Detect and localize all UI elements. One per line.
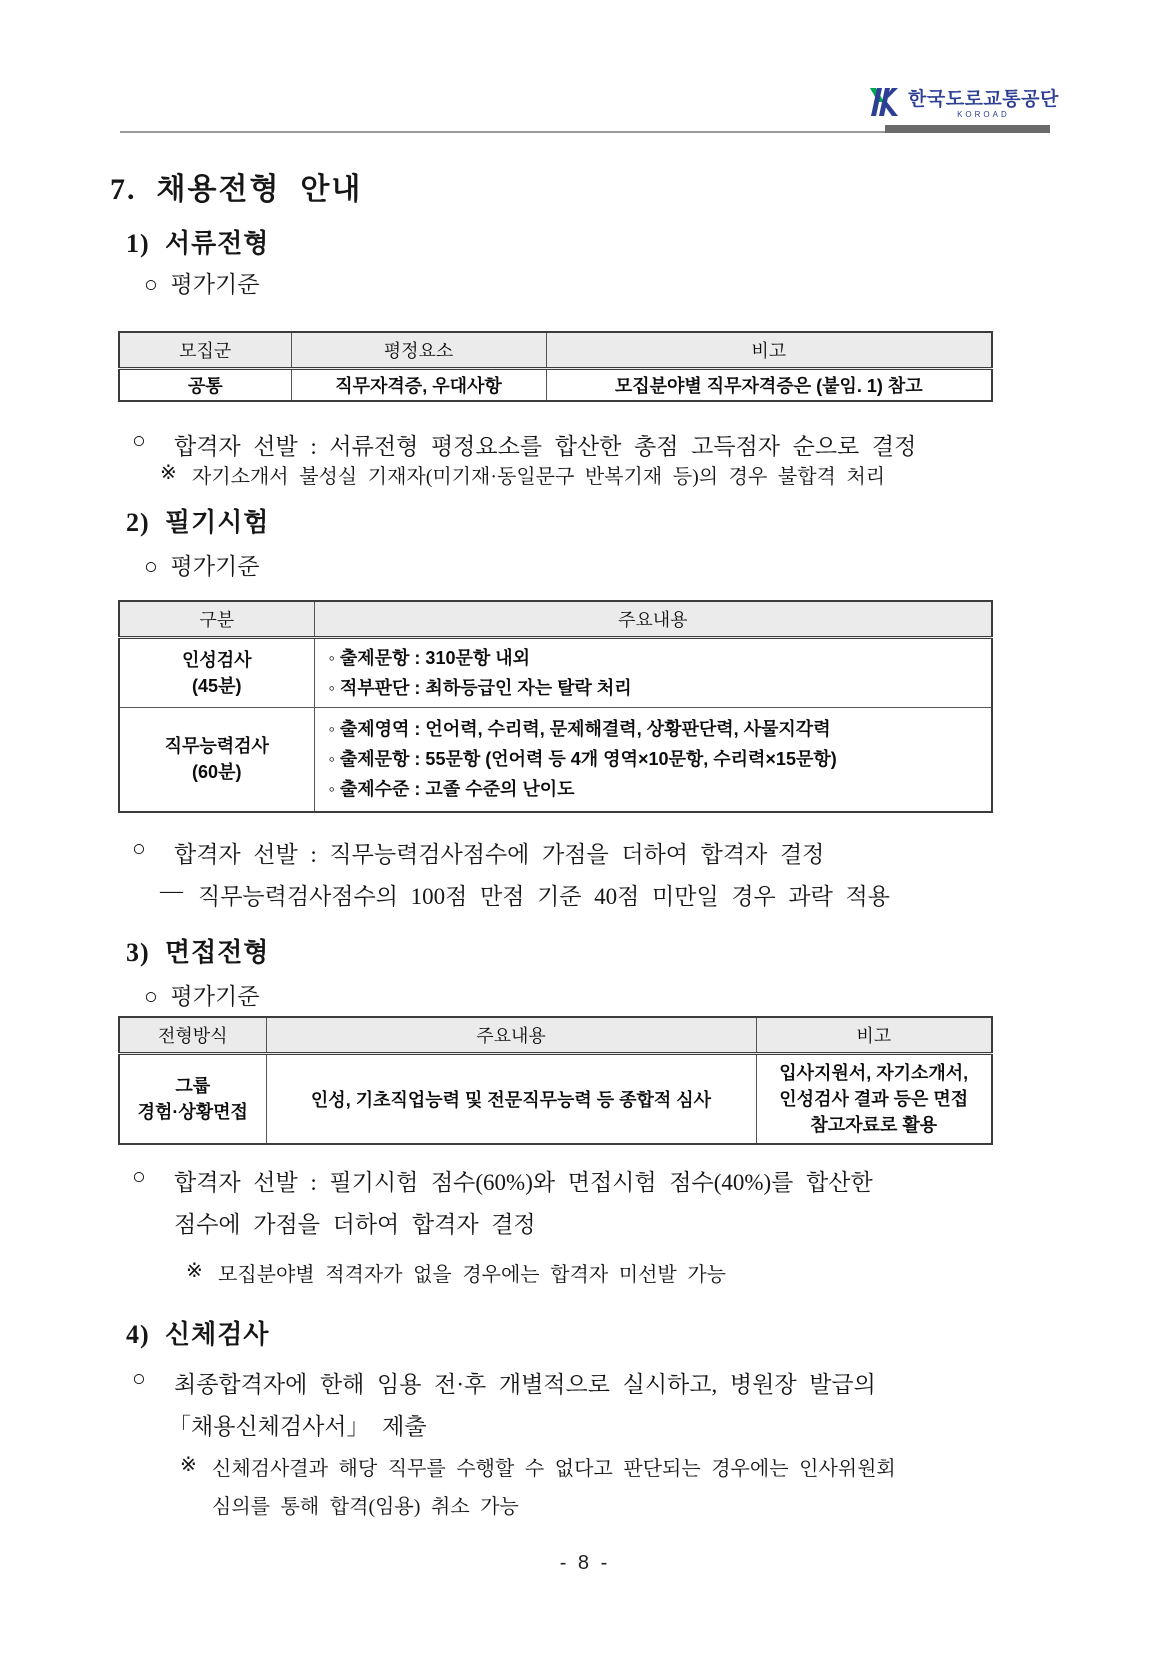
interview-method-line: 그룹 xyxy=(175,1075,211,1096)
column-header: 전형방식 xyxy=(119,1017,266,1054)
table-row xyxy=(119,638,992,708)
page-title: 7. 채용전형 안내 xyxy=(110,173,363,206)
section-2-bullet xyxy=(132,836,824,869)
section-2-sub-bullet xyxy=(160,878,890,911)
document-screening-table xyxy=(118,331,993,402)
exam-duration: (45분) xyxy=(192,676,242,696)
section-3-bullet-text-line2: 점수에 가점을 더하여 합격자 결정 xyxy=(174,1212,536,1237)
section-4-bullet-text-line1: 최종합격자에 한해 임용 전·후 개별적으로 실시하고, 병원장 발급의 xyxy=(174,1372,876,1397)
exam-type: 직무능력검사 xyxy=(164,736,269,757)
section-1-criteria-label: ○ 평가기준 xyxy=(144,272,260,297)
interview-remark-line: 인성검사 결과 등은 면접 xyxy=(779,1088,969,1109)
table-row xyxy=(119,708,992,812)
section-4-heading: 4) 신체검사 xyxy=(126,1320,270,1349)
section-3-criteria-label: ○ 평가기준 xyxy=(144,984,260,1009)
logo-sub-label: KOROAD xyxy=(957,110,1010,119)
section-2-heading: 2) 필기시험 xyxy=(126,508,270,537)
exam-detail-line: ◦ 출제문항 : 55문항 (언어력 등 4개 영역×10문항, 수리력×15문항) xyxy=(328,749,837,770)
interview-table xyxy=(118,1016,993,1145)
exam-duration: (60분) xyxy=(192,762,242,783)
section-3-heading: 3) 면접전형 xyxy=(126,938,270,967)
logo-organization-name: 한국도로교통공단 xyxy=(908,89,1059,110)
page-number: - 8 - xyxy=(559,1552,611,1574)
section-3-bullet-line2 xyxy=(174,1206,536,1239)
section-4-bullet-line2 xyxy=(168,1408,427,1441)
table-cell-group: 공통 xyxy=(119,369,291,402)
section-4-note-line2 xyxy=(212,1490,519,1519)
section-3-bullet-line1 xyxy=(132,1164,873,1197)
section-2-bullet-text: 합격자 선발 : 직무능력검사점수에 가점을 더하여 합격자 결정 xyxy=(174,842,825,867)
koroad-logo xyxy=(868,86,1059,123)
exam-type: 인성검사 xyxy=(181,650,252,670)
circle-bullet-marker: ○ xyxy=(132,1164,146,1189)
section-1-bullet xyxy=(132,428,916,461)
section-3-note-text: 모집분야별 적격자가 없을 경우에는 합격자 미선발 가능 xyxy=(218,1264,726,1286)
column-header: 주요내용 xyxy=(266,1017,756,1054)
table-cell-remark: 모집분야별 직무자격증은 (붙임. 1) 참고 xyxy=(546,369,992,402)
koroad-k-icon xyxy=(868,86,902,123)
exam-detail-line: ◦ 출제영역 : 언어력, 수리력, 문제해결력, 상황판단력, 사물지각력 xyxy=(328,719,831,740)
section-4-note-text-line1: 신체검사결과 해당 직무를 수행할 수 없다고 판단되는 경우에는 인사위원회 xyxy=(212,1458,896,1480)
circle-bullet-marker: ○ xyxy=(132,1366,146,1391)
section-1-note xyxy=(160,460,885,489)
column-header: 주요내용 xyxy=(314,601,992,638)
section-4-note-line1 xyxy=(180,1452,896,1481)
column-header: 비고 xyxy=(756,1017,992,1054)
interview-remark-line: 참고자료로 활용 xyxy=(810,1114,938,1135)
header-divider-accent-bar xyxy=(885,125,1050,133)
exam-detail-line: ◦ 출제문항 : 310문항 내외 xyxy=(328,648,531,668)
reference-mark: ※ xyxy=(186,1260,203,1282)
section-1-bullet-text: 합격자 선발 : 서류전형 평정요소를 합산한 총점 고득점자 순으로 결정 xyxy=(174,434,917,459)
table-row xyxy=(119,369,992,402)
interview-content: 인성, 기초직업능력 및 전문직무능력 등 종합적 심사 xyxy=(266,1054,756,1144)
section-4-bullet-text-line2: 「채용신체검사서」 제출 xyxy=(168,1414,427,1439)
section-4-bullet-line1 xyxy=(132,1366,876,1399)
table-cell-factors: 직무자격증, 우대사항 xyxy=(291,369,546,402)
section-2-sub-bullet-text: 직무능력검사점수의 100점 만점 기준 40점 미만일 경우 과락 적용 xyxy=(198,884,890,909)
column-header: 비고 xyxy=(546,332,992,369)
section-4-note-text-line2: 심의를 통해 합격(임용) 취소 가능 xyxy=(212,1496,519,1518)
reference-mark: ※ xyxy=(160,462,177,484)
circle-bullet-marker: ○ xyxy=(132,836,146,861)
section-1-note-text: 자기소개서 불성실 기재자(미기재·동일문구 반복기재 등)의 경우 불합격 처리 xyxy=(192,466,886,488)
section-3-note xyxy=(186,1258,726,1287)
table-row xyxy=(119,1054,992,1144)
reference-mark: ※ xyxy=(180,1454,197,1476)
section-1-heading: 1) 서류전형 xyxy=(126,229,270,258)
column-header: 모집군 xyxy=(119,332,291,369)
section-2-criteria-label: ○ 평가기준 xyxy=(144,554,260,579)
written-exam-table xyxy=(118,600,993,813)
exam-detail-line: ◦ 적부판단 : 최하등급인 자는 탈락 처리 xyxy=(328,678,632,698)
dash-marker: — xyxy=(160,878,183,903)
column-header: 구분 xyxy=(119,601,314,638)
interview-remark-line: 입사지원서, 자기소개서, xyxy=(779,1062,969,1083)
section-3-bullet-text-line1: 합격자 선발 : 필기시험 점수(60%)와 면접시험 점수(40%)를 합산한 xyxy=(174,1170,873,1195)
circle-bullet-marker: ○ xyxy=(132,428,146,453)
column-header: 평정요소 xyxy=(291,332,546,369)
exam-detail-line: ◦ 출제수준 : 고졸 수준의 난이도 xyxy=(328,779,575,800)
interview-method-line: 경험·상황면접 xyxy=(137,1101,248,1122)
